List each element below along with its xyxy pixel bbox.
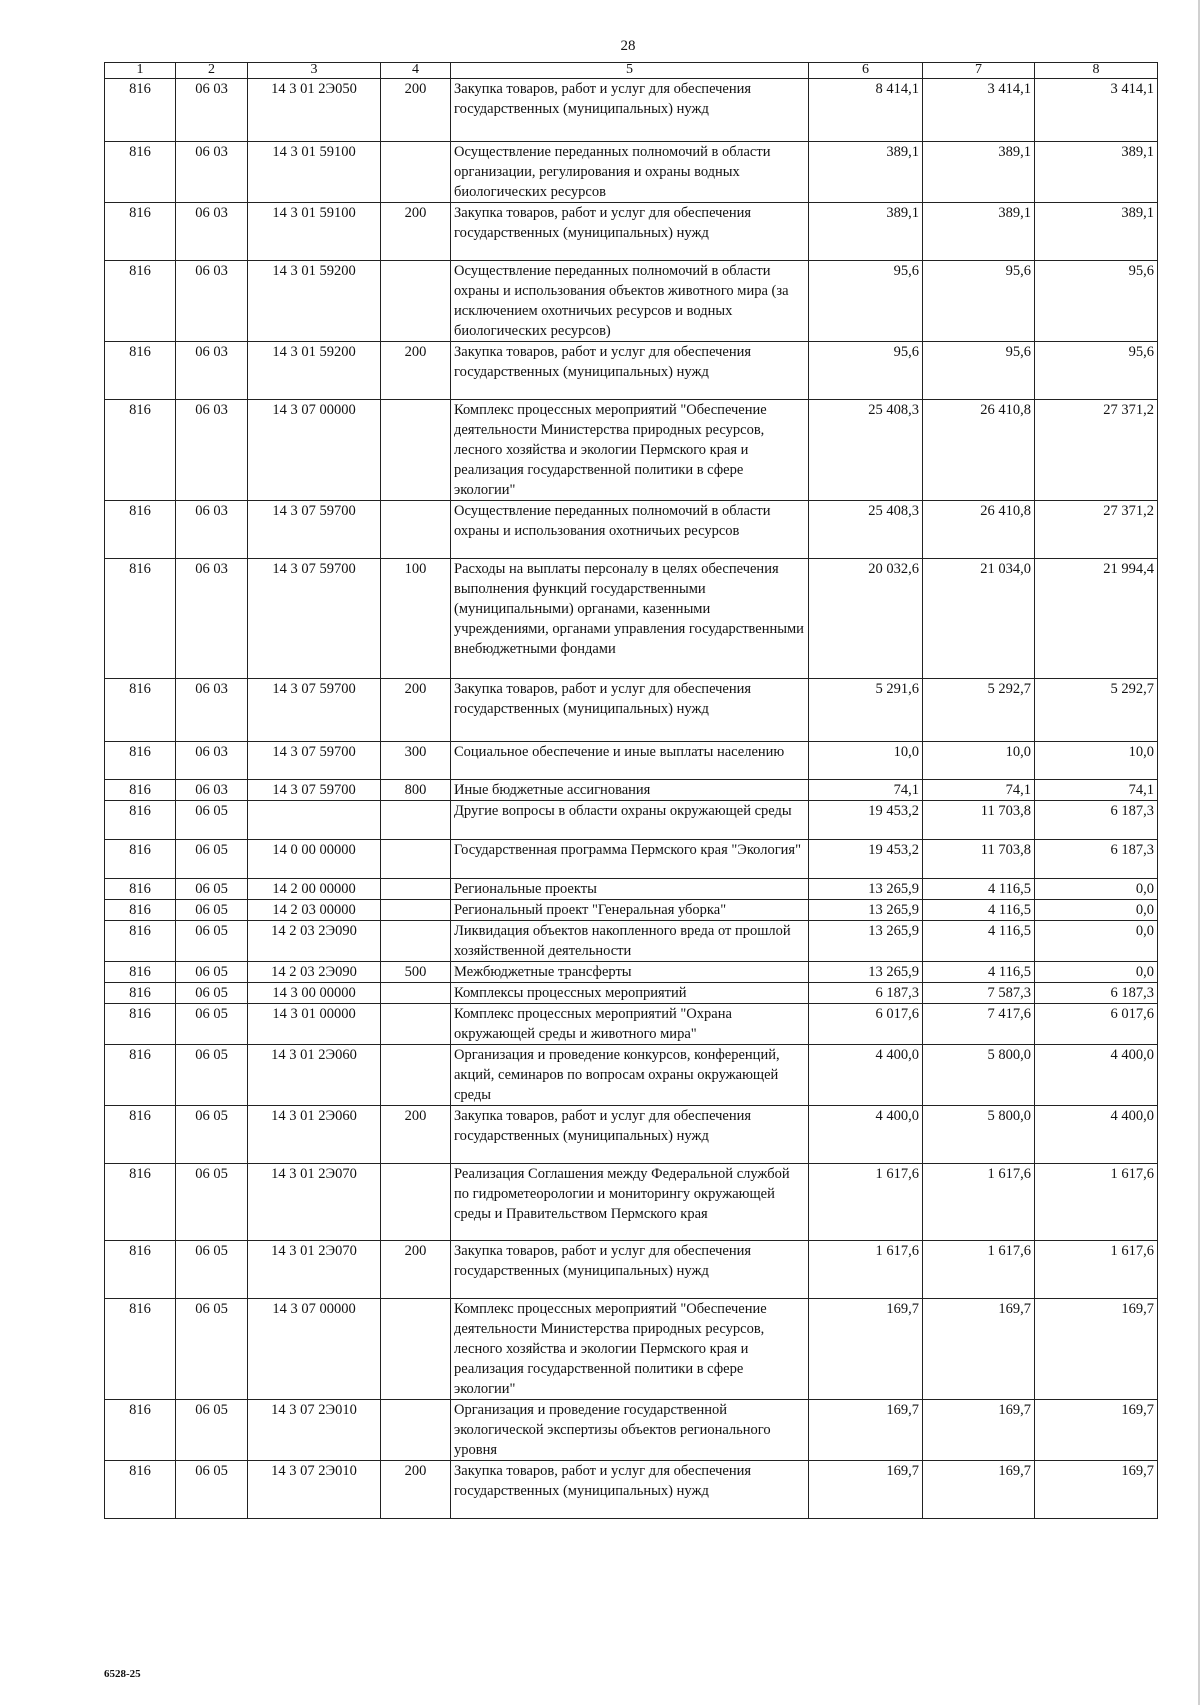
col-amount-year-2: 1 617,6 — [923, 1164, 1035, 1241]
col-description: Закупка товаров, работ и услуг для обеспечения государственных (муниципальных) нужд — [451, 1241, 809, 1299]
col-amount-year-2: 7 417,6 — [923, 1004, 1035, 1045]
table-row — [105, 342, 1158, 400]
col-target-article: 14 3 01 00000 — [248, 1004, 381, 1045]
col-section-code: 06 03 — [176, 342, 248, 400]
col-amount-year-3: 6 187,3 — [1035, 801, 1158, 840]
table-row — [105, 1106, 1158, 1164]
col-amount-year-1: 5 291,6 — [809, 679, 923, 742]
table-row — [105, 983, 1158, 1004]
table-row — [105, 921, 1158, 962]
col-expense-type — [381, 983, 451, 1004]
col-target-article — [248, 801, 381, 840]
col-amount-year-3: 6 187,3 — [1035, 840, 1158, 879]
header-col-4: 4 — [381, 63, 451, 79]
col-amount-year-3: 169,7 — [1035, 1461, 1158, 1519]
header-col-7: 7 — [923, 63, 1035, 79]
table-row — [105, 203, 1158, 261]
col-description: Другие вопросы в области охраны окружающей среды — [451, 801, 809, 840]
col-expense-type — [381, 400, 451, 501]
col-chapter-code: 816 — [105, 840, 176, 879]
col-amount-year-3: 27 371,2 — [1035, 400, 1158, 501]
col-description: Закупка товаров, работ и услуг для обеспечения государственных (муниципальных) нужд — [451, 79, 809, 142]
col-amount-year-1: 4 400,0 — [809, 1045, 923, 1106]
col-section-code: 06 05 — [176, 879, 248, 900]
table-row — [105, 879, 1158, 900]
table-row — [105, 801, 1158, 840]
col-amount-year-3: 1 617,6 — [1035, 1164, 1158, 1241]
col-amount-year-3: 389,1 — [1035, 203, 1158, 261]
col-amount-year-1: 389,1 — [809, 142, 923, 203]
col-target-article: 14 3 00 00000 — [248, 983, 381, 1004]
col-expense-type — [381, 501, 451, 559]
col-amount-year-2: 95,6 — [923, 261, 1035, 342]
col-expense-type: 200 — [381, 203, 451, 261]
col-amount-year-2: 7 587,3 — [923, 983, 1035, 1004]
col-chapter-code: 816 — [105, 1461, 176, 1519]
col-description: Закупка товаров, работ и услуг для обеспечения государственных (муниципальных) нужд — [451, 1461, 809, 1519]
col-target-article: 14 3 07 2Э010 — [248, 1461, 381, 1519]
col-description: Социальное обеспечение и иные выплаты населению — [451, 742, 809, 780]
col-description: Комплекс процессных мероприятий "Обеспечение деятельности Министерства природных ресурсов, лесного хозяйства и экологии Пермского края и реализация государственной политики в сфере экологии" — [451, 1299, 809, 1400]
col-expense-type — [381, 801, 451, 840]
col-amount-year-2: 3 414,1 — [923, 79, 1035, 142]
col-amount-year-3: 6 017,6 — [1035, 1004, 1158, 1045]
col-amount-year-1: 169,7 — [809, 1400, 923, 1461]
col-section-code: 06 03 — [176, 780, 248, 801]
col-target-article: 14 2 03 2Э090 — [248, 962, 381, 983]
col-amount-year-3: 4 400,0 — [1035, 1045, 1158, 1106]
col-expense-type — [381, 840, 451, 879]
table-row — [105, 261, 1158, 342]
col-chapter-code: 816 — [105, 501, 176, 559]
col-chapter-code: 816 — [105, 1164, 176, 1241]
page-number: 28 — [620, 38, 636, 54]
table-body — [105, 79, 1158, 1519]
col-expense-type — [381, 1400, 451, 1461]
col-section-code: 06 05 — [176, 1164, 248, 1241]
col-amount-year-2: 4 116,5 — [923, 879, 1035, 900]
col-amount-year-3: 389,1 — [1035, 142, 1158, 203]
col-description: Закупка товаров, работ и услуг для обеспечения государственных (муниципальных) нужд — [451, 679, 809, 742]
col-expense-type: 200 — [381, 1106, 451, 1164]
col-description: Комплекс процессных мероприятий "Охрана окружающей среды и животного мира" — [451, 1004, 809, 1045]
col-target-article: 14 3 07 59700 — [248, 501, 381, 559]
table-row — [105, 780, 1158, 801]
header-col-3: 3 — [248, 63, 381, 79]
col-amount-year-1: 19 453,2 — [809, 801, 923, 840]
col-section-code: 06 05 — [176, 1299, 248, 1400]
col-description: Расходы на выплаты персоналу в целях обеспечения выполнения функций государственными (муниципальными) органами, казенными учреждениями, органами управления государственными внебюджетными фондами — [451, 559, 809, 679]
col-section-code: 06 05 — [176, 1461, 248, 1519]
table-row — [105, 1241, 1158, 1299]
table-row — [105, 962, 1158, 983]
col-description: Ликвидация объектов накопленного вреда от прошлой хозяйственной деятельности — [451, 921, 809, 962]
col-amount-year-1: 13 265,9 — [809, 962, 923, 983]
col-amount-year-1: 13 265,9 — [809, 900, 923, 921]
col-expense-type — [381, 879, 451, 900]
header-col-2: 2 — [176, 63, 248, 79]
table-row — [105, 1400, 1158, 1461]
col-chapter-code: 816 — [105, 801, 176, 840]
col-expense-type — [381, 900, 451, 921]
col-amount-year-2: 389,1 — [923, 203, 1035, 261]
col-amount-year-1: 25 408,3 — [809, 400, 923, 501]
col-amount-year-2: 169,7 — [923, 1299, 1035, 1400]
table-row — [105, 559, 1158, 679]
col-chapter-code: 816 — [105, 1004, 176, 1045]
table-row — [105, 742, 1158, 780]
col-amount-year-1: 95,6 — [809, 342, 923, 400]
col-expense-type — [381, 1045, 451, 1106]
col-target-article: 14 3 07 59700 — [248, 742, 381, 780]
col-target-article: 14 3 07 00000 — [248, 1299, 381, 1400]
col-target-article: 14 3 01 2Э070 — [248, 1241, 381, 1299]
col-target-article: 14 3 01 59200 — [248, 342, 381, 400]
col-amount-year-3: 74,1 — [1035, 780, 1158, 801]
col-chapter-code: 816 — [105, 780, 176, 801]
col-amount-year-1: 389,1 — [809, 203, 923, 261]
col-expense-type — [381, 261, 451, 342]
col-amount-year-2: 10,0 — [923, 742, 1035, 780]
col-chapter-code: 816 — [105, 1400, 176, 1461]
col-section-code: 06 05 — [176, 900, 248, 921]
budget-table — [104, 62, 1158, 1519]
col-chapter-code: 816 — [105, 1106, 176, 1164]
col-chapter-code: 816 — [105, 742, 176, 780]
col-amount-year-2: 26 410,8 — [923, 400, 1035, 501]
col-section-code: 06 03 — [176, 261, 248, 342]
table-row — [105, 1461, 1158, 1519]
col-amount-year-2: 4 116,5 — [923, 962, 1035, 983]
col-target-article: 14 2 00 00000 — [248, 879, 381, 900]
col-section-code: 06 05 — [176, 962, 248, 983]
col-description: Закупка товаров, работ и услуг для обеспечения государственных (муниципальных) нужд — [451, 342, 809, 400]
col-amount-year-1: 95,6 — [809, 261, 923, 342]
col-target-article: 14 3 01 2Э060 — [248, 1045, 381, 1106]
col-section-code: 06 03 — [176, 742, 248, 780]
col-description: Региональные проекты — [451, 879, 809, 900]
col-chapter-code: 816 — [105, 983, 176, 1004]
col-chapter-code: 816 — [105, 203, 176, 261]
col-target-article: 14 3 01 59100 — [248, 142, 381, 203]
document-code: 6528-25 — [104, 1668, 141, 1680]
col-expense-type: 200 — [381, 1241, 451, 1299]
col-description: Комплекс процессных мероприятий "Обеспечение деятельности Министерства природных ресурсов, лесного хозяйства и экологии Пермского края и реализация государственной политики в сфере экологии" — [451, 400, 809, 501]
col-section-code: 06 05 — [176, 1400, 248, 1461]
col-description: Закупка товаров, работ и услуг для обеспечения государственных (муниципальных) нужд — [451, 203, 809, 261]
col-target-article: 14 3 01 2Э050 — [248, 79, 381, 142]
col-expense-type: 800 — [381, 780, 451, 801]
col-expense-type: 200 — [381, 79, 451, 142]
col-description: Межбюджетные трансферты — [451, 962, 809, 983]
col-section-code: 06 05 — [176, 801, 248, 840]
table-row — [105, 400, 1158, 501]
col-amount-year-3: 6 187,3 — [1035, 983, 1158, 1004]
col-section-code: 06 03 — [176, 203, 248, 261]
col-amount-year-2: 4 116,5 — [923, 900, 1035, 921]
col-amount-year-1: 20 032,6 — [809, 559, 923, 679]
col-amount-year-3: 0,0 — [1035, 879, 1158, 900]
col-description: Осуществление переданных полномочий в области охраны и использования охотничьих ресурсов — [451, 501, 809, 559]
col-section-code: 06 03 — [176, 79, 248, 142]
col-amount-year-1: 13 265,9 — [809, 921, 923, 962]
col-description: Государственная программа Пермского края "Экология" — [451, 840, 809, 879]
col-chapter-code: 816 — [105, 962, 176, 983]
col-chapter-code: 816 — [105, 1241, 176, 1299]
col-target-article: 14 3 07 00000 — [248, 400, 381, 501]
col-section-code: 06 03 — [176, 679, 248, 742]
table-row — [105, 679, 1158, 742]
col-amount-year-2: 1 617,6 — [923, 1241, 1035, 1299]
col-section-code: 06 05 — [176, 1045, 248, 1106]
col-amount-year-3: 4 400,0 — [1035, 1106, 1158, 1164]
col-amount-year-2: 26 410,8 — [923, 501, 1035, 559]
col-amount-year-2: 11 703,8 — [923, 840, 1035, 879]
col-amount-year-3: 3 414,1 — [1035, 79, 1158, 142]
col-amount-year-2: 5 800,0 — [923, 1106, 1035, 1164]
col-expense-type: 300 — [381, 742, 451, 780]
table-row — [105, 79, 1158, 142]
col-chapter-code: 816 — [105, 261, 176, 342]
col-section-code: 06 05 — [176, 1106, 248, 1164]
col-amount-year-2: 5 800,0 — [923, 1045, 1035, 1106]
col-amount-year-3: 95,6 — [1035, 261, 1158, 342]
col-amount-year-1: 8 414,1 — [809, 79, 923, 142]
header-row — [105, 63, 1158, 79]
col-amount-year-3: 5 292,7 — [1035, 679, 1158, 742]
col-chapter-code: 816 — [105, 559, 176, 679]
table-row — [105, 1045, 1158, 1106]
col-description: Осуществление переданных полномочий в области организации, регулирования и охраны водных биологических ресурсов — [451, 142, 809, 203]
col-section-code: 06 05 — [176, 1241, 248, 1299]
col-expense-type — [381, 1004, 451, 1045]
col-target-article: 14 2 03 00000 — [248, 900, 381, 921]
col-amount-year-3: 27 371,2 — [1035, 501, 1158, 559]
col-target-article: 14 3 07 2Э010 — [248, 1400, 381, 1461]
col-section-code: 06 03 — [176, 559, 248, 679]
col-target-article: 14 3 07 59700 — [248, 780, 381, 801]
col-amount-year-1: 25 408,3 — [809, 501, 923, 559]
col-section-code: 06 03 — [176, 142, 248, 203]
col-description: Реализация Соглашения между Федеральной службой по гидрометеорологии и мониторингу окружающей среды и Правительством Пермского края — [451, 1164, 809, 1241]
col-amount-year-1: 10,0 — [809, 742, 923, 780]
col-chapter-code: 816 — [105, 900, 176, 921]
col-amount-year-1: 6 017,6 — [809, 1004, 923, 1045]
col-section-code: 06 05 — [176, 840, 248, 879]
col-chapter-code: 816 — [105, 142, 176, 203]
col-section-code: 06 03 — [176, 501, 248, 559]
col-chapter-code: 816 — [105, 1045, 176, 1106]
col-amount-year-1: 169,7 — [809, 1461, 923, 1519]
table-row — [105, 840, 1158, 879]
col-amount-year-2: 11 703,8 — [923, 801, 1035, 840]
col-expense-type — [381, 921, 451, 962]
col-target-article: 14 3 01 59200 — [248, 261, 381, 342]
col-expense-type — [381, 142, 451, 203]
table-row — [105, 501, 1158, 559]
col-expense-type: 200 — [381, 679, 451, 742]
col-expense-type: 200 — [381, 1461, 451, 1519]
col-amount-year-3: 0,0 — [1035, 921, 1158, 962]
col-section-code: 06 05 — [176, 983, 248, 1004]
col-target-article: 14 0 00 00000 — [248, 840, 381, 879]
col-target-article: 14 3 01 59100 — [248, 203, 381, 261]
col-amount-year-3: 10,0 — [1035, 742, 1158, 780]
header-col-1: 1 — [105, 63, 176, 79]
col-amount-year-2: 74,1 — [923, 780, 1035, 801]
col-chapter-code: 816 — [105, 921, 176, 962]
col-amount-year-1: 1 617,6 — [809, 1241, 923, 1299]
col-amount-year-2: 389,1 — [923, 142, 1035, 203]
col-description: Организация и проведение конкурсов, конференций, акций, семинаров по вопросам охраны окружающей среды — [451, 1045, 809, 1106]
col-amount-year-3: 1 617,6 — [1035, 1241, 1158, 1299]
table-row — [105, 900, 1158, 921]
col-amount-year-3: 21 994,4 — [1035, 559, 1158, 679]
col-amount-year-3: 169,7 — [1035, 1299, 1158, 1400]
col-description: Осуществление переданных полномочий в области охраны и использования объектов животного мира (за исключением охотничьих ресурсов и водных биологических ресурсов) — [451, 261, 809, 342]
col-target-article: 14 3 01 2Э070 — [248, 1164, 381, 1241]
col-amount-year-3: 169,7 — [1035, 1400, 1158, 1461]
header-col-5: 5 — [451, 63, 809, 79]
col-description: Комплексы процессных мероприятий — [451, 983, 809, 1004]
col-section-code: 06 05 — [176, 921, 248, 962]
table-row — [105, 1299, 1158, 1400]
col-chapter-code: 816 — [105, 679, 176, 742]
col-description: Закупка товаров, работ и услуг для обеспечения государственных (муниципальных) нужд — [451, 1106, 809, 1164]
col-target-article: 14 3 01 2Э060 — [248, 1106, 381, 1164]
col-amount-year-2: 169,7 — [923, 1461, 1035, 1519]
col-chapter-code: 816 — [105, 79, 176, 142]
table-row — [105, 1164, 1158, 1241]
col-expense-type: 100 — [381, 559, 451, 679]
col-chapter-code: 816 — [105, 400, 176, 501]
table-row — [105, 1004, 1158, 1045]
col-amount-year-2: 5 292,7 — [923, 679, 1035, 742]
col-expense-type: 500 — [381, 962, 451, 983]
col-amount-year-1: 13 265,9 — [809, 879, 923, 900]
col-amount-year-3: 0,0 — [1035, 962, 1158, 983]
col-chapter-code: 816 — [105, 879, 176, 900]
col-amount-year-1: 74,1 — [809, 780, 923, 801]
col-amount-year-2: 21 034,0 — [923, 559, 1035, 679]
col-amount-year-1: 6 187,3 — [809, 983, 923, 1004]
col-amount-year-3: 0,0 — [1035, 900, 1158, 921]
col-amount-year-1: 4 400,0 — [809, 1106, 923, 1164]
col-section-code: 06 03 — [176, 400, 248, 501]
col-chapter-code: 816 — [105, 342, 176, 400]
col-description: Региональный проект "Генеральная уборка" — [451, 900, 809, 921]
col-target-article: 14 3 07 59700 — [248, 559, 381, 679]
col-amount-year-1: 19 453,2 — [809, 840, 923, 879]
col-expense-type: 200 — [381, 342, 451, 400]
col-amount-year-2: 95,6 — [923, 342, 1035, 400]
col-description: Организация и проведение государственной экологической экспертизы объектов регионального уровня — [451, 1400, 809, 1461]
col-amount-year-3: 95,6 — [1035, 342, 1158, 400]
col-expense-type — [381, 1299, 451, 1400]
col-target-article: 14 3 07 59700 — [248, 679, 381, 742]
col-target-article: 14 2 03 2Э090 — [248, 921, 381, 962]
col-description: Иные бюджетные ассигнования — [451, 780, 809, 801]
col-expense-type — [381, 1164, 451, 1241]
col-amount-year-2: 169,7 — [923, 1400, 1035, 1461]
header-col-6: 6 — [809, 63, 923, 79]
col-chapter-code: 816 — [105, 1299, 176, 1400]
col-section-code: 06 05 — [176, 1004, 248, 1045]
col-amount-year-1: 1 617,6 — [809, 1164, 923, 1241]
col-amount-year-2: 4 116,5 — [923, 921, 1035, 962]
table-row — [105, 142, 1158, 203]
col-amount-year-1: 169,7 — [809, 1299, 923, 1400]
header-col-8: 8 — [1035, 63, 1158, 79]
